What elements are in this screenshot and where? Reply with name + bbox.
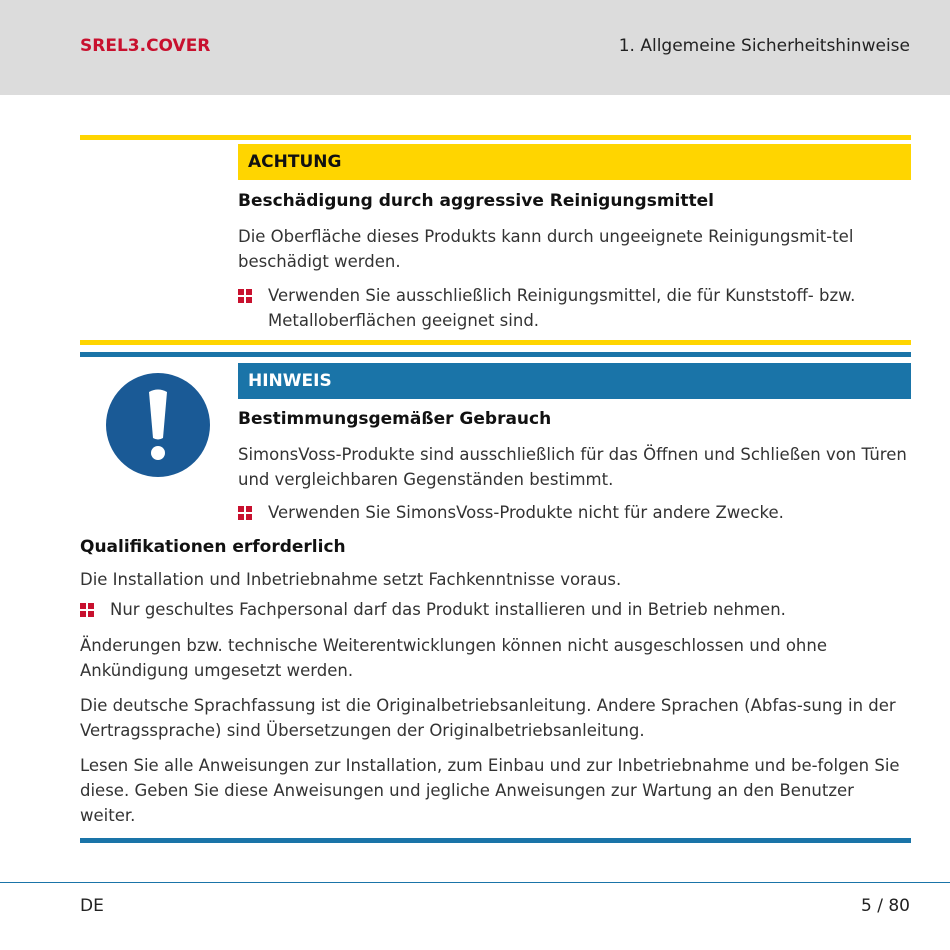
qualification-bullet-text: Nur geschultes Fachpersonal darf das Produkt installieren und in Betrieb nehmen. [110,600,786,619]
exclamation-circle-icon [103,370,213,480]
section-title: 1. Allgemeine Sicherheitshinweise [618,36,910,56]
hinweis-label: HINWEIS [238,363,911,399]
bullet-icon [238,289,252,303]
qualification-heading: Qualifikationen erforderlich [80,537,346,557]
footer-divider [0,882,950,883]
footer-language: DE [80,896,104,916]
paragraph: Die deutsche Sprachfassung ist die Originalbetriebsanleitung. Andere Sprachen (Abfas-sung in der Vertragssprache) sind Übersetzungen der Originalbetriebsanleitung. [80,696,896,740]
hinweis-bullet [238,500,911,525]
page-header [0,0,950,95]
achtung-bullet [238,283,911,333]
section-end-rule [80,838,911,843]
page-number: 5 / 80 [861,896,910,916]
hinweis-bullet-text: Verwenden Sie SimonsVoss-Produkte nicht für andere Zwecke. [268,503,784,522]
hinweis-text: SimonsVoss-Produkte sind ausschließlich für das Öffnen und Schließen von Türen und vergleichbaren Gegenständen bestimmt. [238,445,907,489]
achtung-label: ACHTUNG [238,144,911,180]
qualification-bullet [80,597,911,622]
paragraph: Änderungen bzw. technische Weiterentwicklungen können nicht ausgeschlossen und ohne Ankündigung umgesetzt werden. [80,636,828,680]
document-id: SREL3.COVER [80,36,211,56]
qualification-text: Die Installation und Inbetriebnahme setzt Fachkenntnisse voraus. [80,570,622,589]
hinweis-top-rule [80,352,911,357]
paragraph: Lesen Sie alle Anweisungen zur Installation, zum Einbau und zur Inbetriebnahme und be-folgen Sie diese. Geben Sie diese Anweisungen und jegliche Anweisungen zur Wartung an den Benutzer weiter. [80,756,900,825]
bullet-icon [238,506,252,520]
achtung-top-rule [80,135,911,140]
bullet-icon [80,603,94,617]
hinweis-heading: Bestimmungsgemäßer Gebrauch [238,409,552,429]
achtung-bullet-text: Verwenden Sie ausschließlich Reinigungsmittel, die für Kunststoff- bzw. Metalloberflächen geeignet sind. [268,286,856,330]
achtung-text: Die Oberfläche dieses Produkts kann durch ungeeignete Reinigungsmit-tel beschädigt werden. [238,227,854,271]
achtung-heading: Beschädigung durch aggressive Reinigungsmittel [238,191,714,211]
achtung-bottom-rule [80,340,911,345]
